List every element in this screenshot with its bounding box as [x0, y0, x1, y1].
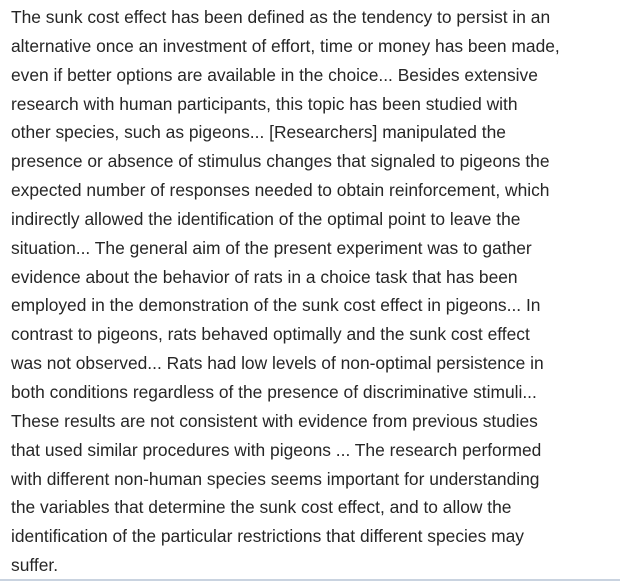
body-paragraph	[11, 3, 611, 580]
text-line: identification of the particular restrictions that different species may	[11, 526, 524, 547]
text-line: even if better options are available in the choice... Besides extensive	[11, 64, 538, 85]
text-line: that used similar procedures with pigeons ... The research performed	[11, 439, 542, 460]
text-line: with different non-human species seems important for understanding	[11, 468, 540, 489]
text-line: contrast to pigeons, rats behaved optimally and the sunk cost effect	[11, 324, 530, 345]
text-line: employed in the demonstration of the sunk cost effect in pigeons... In	[11, 295, 541, 316]
text-line: situation... The general aim of the present experiment was to gather	[11, 237, 532, 258]
text-line: alternative once an investment of effort, time or money has been made,	[11, 35, 560, 56]
text-line: presence or absence of stimulus changes that signaled to pigeons the	[11, 151, 550, 172]
text-line: indirectly allowed the identification of the optimal point to leave the	[11, 208, 521, 229]
text-line: the variables that determine the sunk cost effect, and to allow the	[11, 497, 512, 518]
text-line: was not observed... Rats had low levels of non-optimal persistence in	[11, 353, 544, 374]
text-line: other species, such as pigeons... [Researchers] manipulated the	[11, 122, 506, 143]
text-line: expected number of responses needed to obtain reinforcement, which	[11, 180, 550, 201]
text-line: suffer.	[11, 555, 59, 576]
text-line: research with human participants, this topic has been studied with	[11, 93, 518, 114]
text-line: These results are not consistent with evidence from previous studies	[11, 410, 538, 431]
text-line: both conditions regardless of the presence of discriminative stimuli...	[11, 381, 537, 402]
text-line: The sunk cost effect has been defined as the tendency to persist in an	[11, 7, 551, 27]
text-line: evidence about the behavior of rats in a choice task that has been	[11, 266, 518, 287]
